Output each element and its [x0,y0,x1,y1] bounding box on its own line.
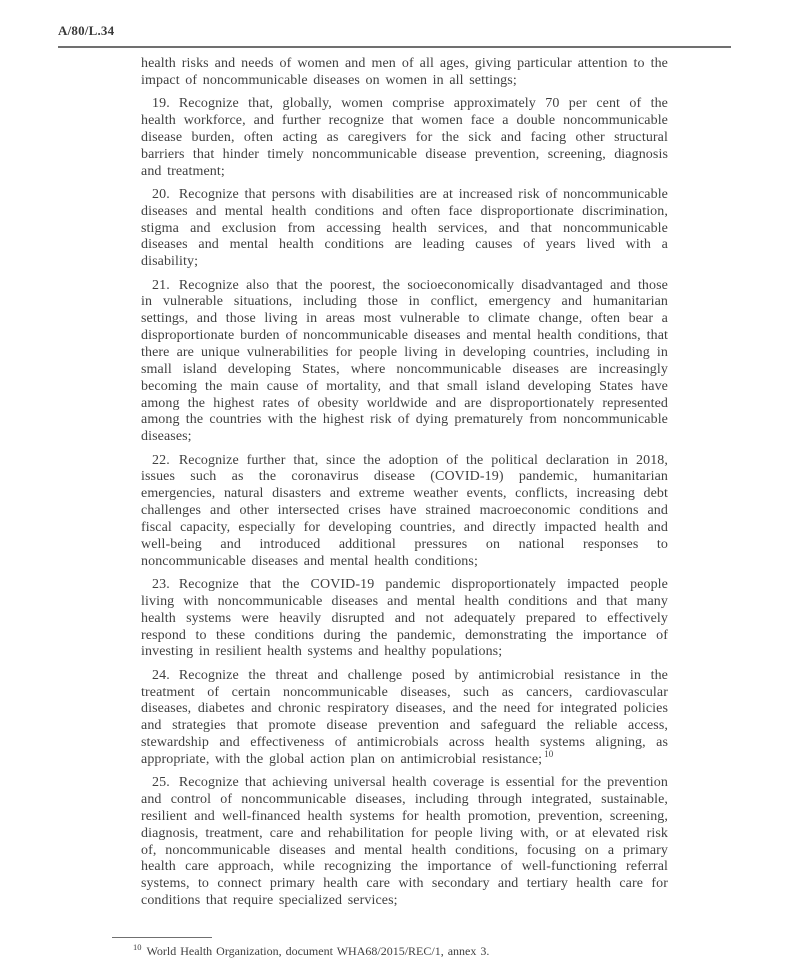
paragraph-number: 23. [152,576,170,592]
body-paragraph [141,668,668,769]
paragraph-text: Recognize that, globally, women comprise approximately 70 per cent of the health workforce, and further recognize that women face a double noncommunicable disease burden, often acting as caregivers for the sick and facing other structural barriers that hinder timely noncommunicable disease prevention, screening, diagnosis and treatment; [141,96,668,179]
body-paragraph [141,775,668,910]
paragraph-number: 22. [152,452,170,468]
paragraph-number: 24. [152,667,170,683]
footnote-marker: 10 [133,942,142,952]
body-paragraph [141,453,668,571]
footnote-separator [112,937,212,938]
footnote-reference: 10 [544,749,554,760]
footnote [112,944,668,958]
body-paragraph [141,187,668,271]
paragraph-number: 21. [152,277,170,293]
body-paragraph [141,56,668,90]
paragraph-text: Recognize that achieving universal health coverage is essential for the prevention and control of noncommunicable diseases, including through integrated, sustainable, resilient and well-financed health systems for health promotion, prevention, screening, diagnosis, treatment, care and rehabilitation for people living with, or at elevated risk of, noncommunicable diseases and mental health conditions, focusing on a primary health care approach, while recognizing the importance of well-functioning referral systems, to connect primary health care with secondary and tertiary health care for conditions that require specialized services; [141,775,668,909]
header-rule [58,46,731,48]
footnote-area [112,937,668,958]
footnote-text: World Health Organization, document WHA68/2015/REC/1, annex 3. [146,944,490,958]
paragraph-text: health risks and needs of women and men of all ages, giving particular attention to the impact of noncommunicable diseases on women in all settings; [141,56,668,88]
document-body [141,56,668,917]
paragraph-number: 20. [152,186,170,202]
body-paragraph [141,577,668,661]
paragraph-text: Recognize that persons with disabilities are at increased risk of noncommunicable diseases and mental health conditions and often face disproportionate discrimination, stigma and exclusion from accessing health services, and that noncommunicable diseases and mental health conditions are leading causes of years lived with a disability; [141,186,668,270]
body-paragraph [141,96,668,180]
paragraph-number: 25. [152,775,170,791]
paragraph-text: Recognize also that the poorest, the socioeconomically disadvantaged and those in vulnerable situations, including those in conflict, emergency and humanitarian settings, and those living in areas most vulnerable to climate change, often bear a disproportionate burden of noncommunicable diseases and mental health conditions, that there are unique vulnerabilities for people living in developing countries, including in small island developing States, where noncommunicable diseases are increasingly becoming the main cause of mortality, and that small island developing States have among the highest rates of obesity worldwide and are disproportionately represented among the countries with the highest risk of dying prematurely from noncommunicable diseases; [141,277,668,445]
paragraph-text: Recognize the threat and challenge posed by antimicrobial resistance in the treatment of certain noncommunicable diseases, such as cancers, cardiovascular diseases, diabetes and chronic respiratory diseases, and the need for integrated policies and strategies that promote disease prevention and safeguard the reliable access, stewardship and effectiveness of antimicrobials across health systems aligning, as appropriate, with the global action plan on antimicrobial resistance; [141,667,668,767]
paragraph-text: Recognize further that, since the adoption of the political declaration in 2018, issues such as the coronavirus disease (COVID-19) pandemic, humanitarian emergencies, natural disasters and extreme weather events, conflicts, increasing debt challenges and other intersected crises have strained macroeconomic conditions and fiscal capacity, especially for developing countries, and directly impacted health and well-being and introduced additional pressures on national responses to noncommunicable diseases and mental health conditions; [141,452,668,569]
paragraph-number: 19. [152,96,170,112]
footnote-list [112,944,668,958]
paragraph-text: Recognize that the COVID-19 pandemic disproportionately impacted people living with noncommunicable diseases and mental health conditions and that many health systems were heavily disrupted and not adequately prepared to effectively respond to these conditions during the pandemic, demonstrating the importance of investing in resilient health systems and healthy populations; [141,576,668,660]
document-symbol: A/80/L.34 [58,23,115,38]
body-paragraph [141,278,668,446]
